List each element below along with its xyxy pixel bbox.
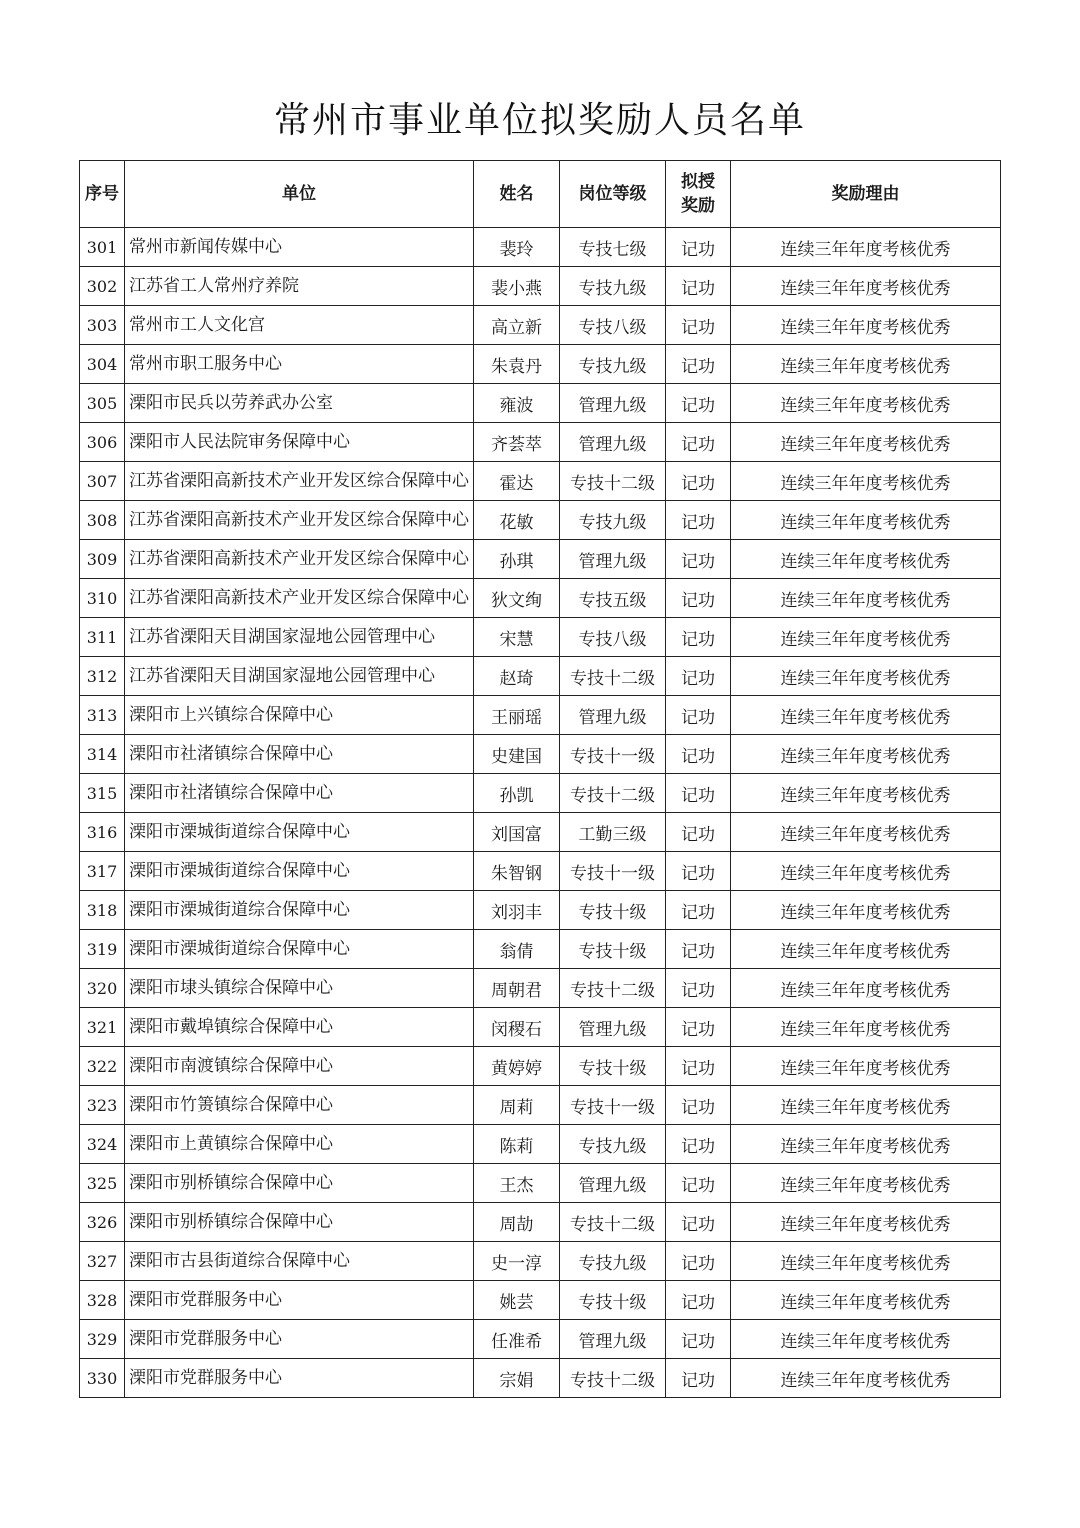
cell-award: 记功: [666, 228, 731, 267]
cell-reason: 连续三年年度考核优秀: [731, 1203, 1001, 1242]
cell-unit: [125, 1164, 474, 1203]
cell-award: 记功: [666, 852, 731, 891]
cell-name: 雍波: [474, 384, 560, 423]
table-row: [80, 267, 1001, 306]
cell-unit: [125, 1242, 474, 1281]
cell-name: 周莉: [474, 1086, 560, 1125]
cell-award: 记功: [666, 930, 731, 969]
cell-name: 狄文绚: [474, 579, 560, 618]
cell-reason: 连续三年年度考核优秀: [731, 1086, 1001, 1125]
cell-award: 记功: [666, 1164, 731, 1203]
cell-seq: 319: [80, 930, 125, 969]
cell-grade: 管理九级: [560, 384, 666, 423]
cell-award: 记功: [666, 1203, 731, 1242]
cell-reason: 连续三年年度考核优秀: [731, 1125, 1001, 1164]
table-row: [80, 930, 1001, 969]
cell-grade: 管理九级: [560, 1008, 666, 1047]
table-row: [80, 813, 1001, 852]
cell-award: 记功: [666, 462, 731, 501]
cell-name: 宗娟: [474, 1359, 560, 1398]
cell-seq: 312: [80, 657, 125, 696]
cell-name: 周朝君: [474, 969, 560, 1008]
cell-reason: 连续三年年度考核优秀: [731, 423, 1001, 462]
cell-unit-text: 溧阳市戴埠镇综合保障中心: [129, 1017, 333, 1037]
table-row: [80, 852, 1001, 891]
table-row: [80, 228, 1001, 267]
cell-reason: 连续三年年度考核优秀: [731, 1047, 1001, 1086]
cell-unit-text: 常州市新闻传媒中心: [129, 237, 282, 257]
table-row: [80, 618, 1001, 657]
cell-grade: 专技十二级: [560, 657, 666, 696]
table-row: [80, 1164, 1001, 1203]
cell-unit: [125, 423, 474, 462]
cell-reason: 连续三年年度考核优秀: [731, 579, 1001, 618]
cell-seq: 327: [80, 1242, 125, 1281]
cell-unit-text: 溧阳市溧城街道综合保障中心: [129, 939, 350, 959]
cell-grade: 专技九级: [560, 1125, 666, 1164]
cell-reason: 连续三年年度考核优秀: [731, 891, 1001, 930]
cell-reason: 连续三年年度考核优秀: [731, 618, 1001, 657]
cell-seq: 321: [80, 1008, 125, 1047]
table-row: [80, 735, 1001, 774]
cell-reason: 连续三年年度考核优秀: [731, 267, 1001, 306]
cell-seq: 303: [80, 306, 125, 345]
cell-unit: [125, 969, 474, 1008]
cell-grade: 管理九级: [560, 1164, 666, 1203]
cell-grade: 专技十级: [560, 891, 666, 930]
cell-unit-text: 溧阳市埭头镇综合保障中心: [129, 978, 333, 998]
cell-name: 裴小燕: [474, 267, 560, 306]
table-row: [80, 1008, 1001, 1047]
cell-unit: [125, 1047, 474, 1086]
cell-unit-text: 江苏省工人常州疗养院: [129, 276, 299, 296]
cell-grade: 专技七级: [560, 228, 666, 267]
cell-seq: 318: [80, 891, 125, 930]
cell-reason: 连续三年年度考核优秀: [731, 462, 1001, 501]
cell-unit: [125, 462, 474, 501]
cell-unit: [125, 1125, 474, 1164]
cell-grade: 专技十级: [560, 1281, 666, 1320]
cell-grade: 专技十二级: [560, 462, 666, 501]
cell-seq: 304: [80, 345, 125, 384]
cell-reason: 连续三年年度考核优秀: [731, 1242, 1001, 1281]
column-header-reason: 奖励理由: [731, 161, 1001, 228]
cell-reason: 连续三年年度考核优秀: [731, 930, 1001, 969]
cell-award: 记功: [666, 969, 731, 1008]
cell-seq: 315: [80, 774, 125, 813]
cell-reason: 连续三年年度考核优秀: [731, 813, 1001, 852]
table-row: [80, 501, 1001, 540]
cell-unit-text: 溧阳市人民法院审务保障中心: [129, 432, 350, 452]
column-header-name: 姓名: [474, 161, 560, 228]
cell-unit: [125, 1203, 474, 1242]
cell-award: 记功: [666, 501, 731, 540]
cell-reason: 连续三年年度考核优秀: [731, 501, 1001, 540]
column-header-unit: 单位: [125, 161, 474, 228]
cell-unit-text: 溧阳市溧城街道综合保障中心: [129, 822, 350, 842]
cell-reason: 连续三年年度考核优秀: [731, 306, 1001, 345]
cell-grade: 专技八级: [560, 618, 666, 657]
cell-unit: [125, 1320, 474, 1359]
cell-award: 记功: [666, 1125, 731, 1164]
cell-unit-text: 溧阳市民兵以劳养武办公室: [129, 393, 333, 413]
cell-reason: 连续三年年度考核优秀: [731, 1164, 1001, 1203]
cell-unit-text: 溧阳市社渚镇综合保障中心: [129, 783, 333, 803]
cell-name: 赵琦: [474, 657, 560, 696]
cell-unit-text: 常州市工人文化宫: [129, 315, 265, 335]
cell-unit: [125, 696, 474, 735]
page-title: 常州市事业单位拟奖励人员名单: [273, 100, 806, 141]
column-header-grade: 岗位等级: [560, 161, 666, 228]
cell-unit: [125, 813, 474, 852]
cell-unit: [125, 618, 474, 657]
table-header-row: [80, 161, 1001, 228]
cell-unit-text: 溧阳市溧城街道综合保障中心: [129, 861, 350, 881]
cell-seq: 316: [80, 813, 125, 852]
cell-seq: 311: [80, 618, 125, 657]
cell-unit-text: 溧阳市上黄镇综合保障中心: [129, 1134, 333, 1154]
table-row: [80, 1047, 1001, 1086]
cell-name: 齐荟萃: [474, 423, 560, 462]
cell-unit-text: 溧阳市党群服务中心: [129, 1368, 282, 1388]
cell-unit: [125, 384, 474, 423]
cell-reason: 连续三年年度考核优秀: [731, 540, 1001, 579]
cell-grade: 专技十一级: [560, 735, 666, 774]
cell-award: 记功: [666, 345, 731, 384]
cell-name: 朱智钢: [474, 852, 560, 891]
cell-name: 翁倩: [474, 930, 560, 969]
cell-unit-text: 溧阳市南渡镇综合保障中心: [129, 1056, 333, 1076]
column-header-award: 拟授奖励: [666, 161, 731, 228]
cell-unit-text: 溧阳市上兴镇综合保障中心: [129, 705, 333, 725]
cell-unit-text: 溧阳市古县街道综合保障中心: [129, 1251, 350, 1271]
cell-unit: [125, 501, 474, 540]
cell-award: 记功: [666, 618, 731, 657]
table-row: [80, 345, 1001, 384]
cell-name: 朱袁丹: [474, 345, 560, 384]
cell-unit-text: 溧阳市竹箦镇综合保障中心: [129, 1095, 333, 1115]
table-row: [80, 1320, 1001, 1359]
cell-seq: 326: [80, 1203, 125, 1242]
cell-grade: 专技十二级: [560, 774, 666, 813]
cell-award: 记功: [666, 1008, 731, 1047]
cell-seq: 328: [80, 1281, 125, 1320]
table-row: [80, 1281, 1001, 1320]
cell-name: 王杰: [474, 1164, 560, 1203]
cell-unit-text: 常州市职工服务中心: [129, 354, 282, 374]
table-row: [80, 1203, 1001, 1242]
cell-grade: 管理九级: [560, 1320, 666, 1359]
table-row: [80, 384, 1001, 423]
cell-reason: 连续三年年度考核优秀: [731, 969, 1001, 1008]
cell-award: 记功: [666, 579, 731, 618]
cell-seq: 309: [80, 540, 125, 579]
cell-name: 花敏: [474, 501, 560, 540]
table-body: [80, 228, 1001, 1398]
cell-unit-text: 溧阳市社渚镇综合保障中心: [129, 744, 333, 764]
cell-seq: 320: [80, 969, 125, 1008]
cell-grade: 专技十级: [560, 930, 666, 969]
cell-unit: [125, 1086, 474, 1125]
cell-unit-text: 江苏省溧阳高新技术产业开发区综合保障中心: [129, 471, 469, 491]
cell-unit: [125, 228, 474, 267]
cell-name: 刘国富: [474, 813, 560, 852]
cell-seq: 324: [80, 1125, 125, 1164]
cell-award: 记功: [666, 1242, 731, 1281]
table-row: [80, 891, 1001, 930]
cell-name: 霍达: [474, 462, 560, 501]
cell-unit: [125, 1008, 474, 1047]
cell-grade: 管理九级: [560, 696, 666, 735]
cell-unit-text: 江苏省溧阳天目湖国家湿地公园管理中心: [129, 666, 435, 686]
cell-seq: 322: [80, 1047, 125, 1086]
cell-reason: 连续三年年度考核优秀: [731, 774, 1001, 813]
cell-award: 记功: [666, 1359, 731, 1398]
cell-grade: 专技九级: [560, 267, 666, 306]
cell-award: 记功: [666, 735, 731, 774]
cell-grade: 专技八级: [560, 306, 666, 345]
table-row: [80, 462, 1001, 501]
cell-name: 陈莉: [474, 1125, 560, 1164]
cell-unit: [125, 306, 474, 345]
cell-award: 记功: [666, 1281, 731, 1320]
cell-seq: 323: [80, 1086, 125, 1125]
cell-reason: 连续三年年度考核优秀: [731, 228, 1001, 267]
cell-grade: 专技九级: [560, 345, 666, 384]
cell-grade: 专技十一级: [560, 1086, 666, 1125]
cell-name: 孙琪: [474, 540, 560, 579]
cell-seq: 307: [80, 462, 125, 501]
cell-unit-text: 溧阳市党群服务中心: [129, 1329, 282, 1349]
cell-name: 史建国: [474, 735, 560, 774]
table-row: [80, 1359, 1001, 1398]
cell-seq: 302: [80, 267, 125, 306]
cell-unit: [125, 1359, 474, 1398]
cell-unit: [125, 345, 474, 384]
cell-seq: 329: [80, 1320, 125, 1359]
cell-grade: 工勤三级: [560, 813, 666, 852]
cell-name: 高立新: [474, 306, 560, 345]
cell-reason: 连续三年年度考核优秀: [731, 696, 1001, 735]
table-row: [80, 1242, 1001, 1281]
cell-award: 记功: [666, 696, 731, 735]
cell-name: 闵稷石: [474, 1008, 560, 1047]
cell-reason: 连续三年年度考核优秀: [731, 852, 1001, 891]
cell-reason: 连续三年年度考核优秀: [731, 657, 1001, 696]
cell-unit: [125, 579, 474, 618]
cell-unit-text: 江苏省溧阳高新技术产业开发区综合保障中心: [129, 510, 469, 530]
cell-award: 记功: [666, 813, 731, 852]
cell-unit: [125, 930, 474, 969]
table-row: [80, 696, 1001, 735]
cell-unit: [125, 891, 474, 930]
cell-seq: 305: [80, 384, 125, 423]
cell-reason: 连续三年年度考核优秀: [731, 1281, 1001, 1320]
cell-seq: 317: [80, 852, 125, 891]
cell-award: 记功: [666, 1047, 731, 1086]
cell-seq: 313: [80, 696, 125, 735]
table-row: [80, 969, 1001, 1008]
cell-unit: [125, 540, 474, 579]
cell-name: 裴玲: [474, 228, 560, 267]
cell-award: 记功: [666, 891, 731, 930]
cell-unit-text: 溧阳市别桥镇综合保障中心: [129, 1212, 333, 1232]
cell-name: 黄婷婷: [474, 1047, 560, 1086]
cell-reason: 连续三年年度考核优秀: [731, 1320, 1001, 1359]
cell-award: 记功: [666, 306, 731, 345]
award-roster-table: [79, 160, 1001, 1398]
cell-grade: 专技十一级: [560, 852, 666, 891]
column-header-seq: 序号: [80, 161, 125, 228]
cell-award: 记功: [666, 657, 731, 696]
cell-unit-text: 江苏省溧阳天目湖国家湿地公园管理中心: [129, 627, 435, 647]
table-row: [80, 306, 1001, 345]
table-row: [80, 657, 1001, 696]
cell-award: 记功: [666, 540, 731, 579]
cell-unit-text: 江苏省溧阳高新技术产业开发区综合保障中心: [129, 588, 469, 608]
cell-unit: [125, 852, 474, 891]
cell-grade: 专技十二级: [560, 1359, 666, 1398]
cell-seq: 314: [80, 735, 125, 774]
cell-unit: [125, 774, 474, 813]
cell-award: 记功: [666, 384, 731, 423]
cell-grade: 专技十二级: [560, 969, 666, 1008]
cell-seq: 308: [80, 501, 125, 540]
cell-unit-text: 溧阳市党群服务中心: [129, 1290, 282, 1310]
cell-unit: [125, 1281, 474, 1320]
cell-award: 记功: [666, 774, 731, 813]
table-row: [80, 579, 1001, 618]
cell-unit: [125, 735, 474, 774]
cell-grade: 管理九级: [560, 423, 666, 462]
cell-grade: 专技十级: [560, 1047, 666, 1086]
cell-unit-text: 溧阳市溧城街道综合保障中心: [129, 900, 350, 920]
cell-grade: 专技九级: [560, 501, 666, 540]
cell-grade: 管理九级: [560, 540, 666, 579]
cell-name: 姚芸: [474, 1281, 560, 1320]
cell-unit-text: 溧阳市别桥镇综合保障中心: [129, 1173, 333, 1193]
cell-unit: [125, 657, 474, 696]
cell-seq: 301: [80, 228, 125, 267]
cell-reason: 连续三年年度考核优秀: [731, 384, 1001, 423]
cell-grade: 专技十二级: [560, 1203, 666, 1242]
cell-unit-text: 江苏省溧阳高新技术产业开发区综合保障中心: [129, 549, 469, 569]
cell-name: 刘羽丰: [474, 891, 560, 930]
cell-grade: 专技九级: [560, 1242, 666, 1281]
cell-seq: 325: [80, 1164, 125, 1203]
table-row: [80, 1086, 1001, 1125]
cell-seq: 330: [80, 1359, 125, 1398]
cell-award: 记功: [666, 1320, 731, 1359]
cell-award: 记功: [666, 423, 731, 462]
cell-name: 孙凯: [474, 774, 560, 813]
cell-name: 任准希: [474, 1320, 560, 1359]
table-row: [80, 423, 1001, 462]
cell-reason: 连续三年年度考核优秀: [731, 1359, 1001, 1398]
cell-name: 周劼: [474, 1203, 560, 1242]
cell-grade: 专技五级: [560, 579, 666, 618]
cell-reason: 连续三年年度考核优秀: [731, 345, 1001, 384]
cell-award: 记功: [666, 267, 731, 306]
cell-name: 宋慧: [474, 618, 560, 657]
cell-reason: 连续三年年度考核优秀: [731, 1008, 1001, 1047]
cell-reason: 连续三年年度考核优秀: [731, 735, 1001, 774]
table-row: [80, 540, 1001, 579]
cell-unit: [125, 267, 474, 306]
cell-seq: 310: [80, 579, 125, 618]
cell-name: 王丽瑶: [474, 696, 560, 735]
cell-name: 史一淳: [474, 1242, 560, 1281]
table-row: [80, 1125, 1001, 1164]
table-row: [80, 774, 1001, 813]
cell-award: 记功: [666, 1086, 731, 1125]
cell-seq: 306: [80, 423, 125, 462]
